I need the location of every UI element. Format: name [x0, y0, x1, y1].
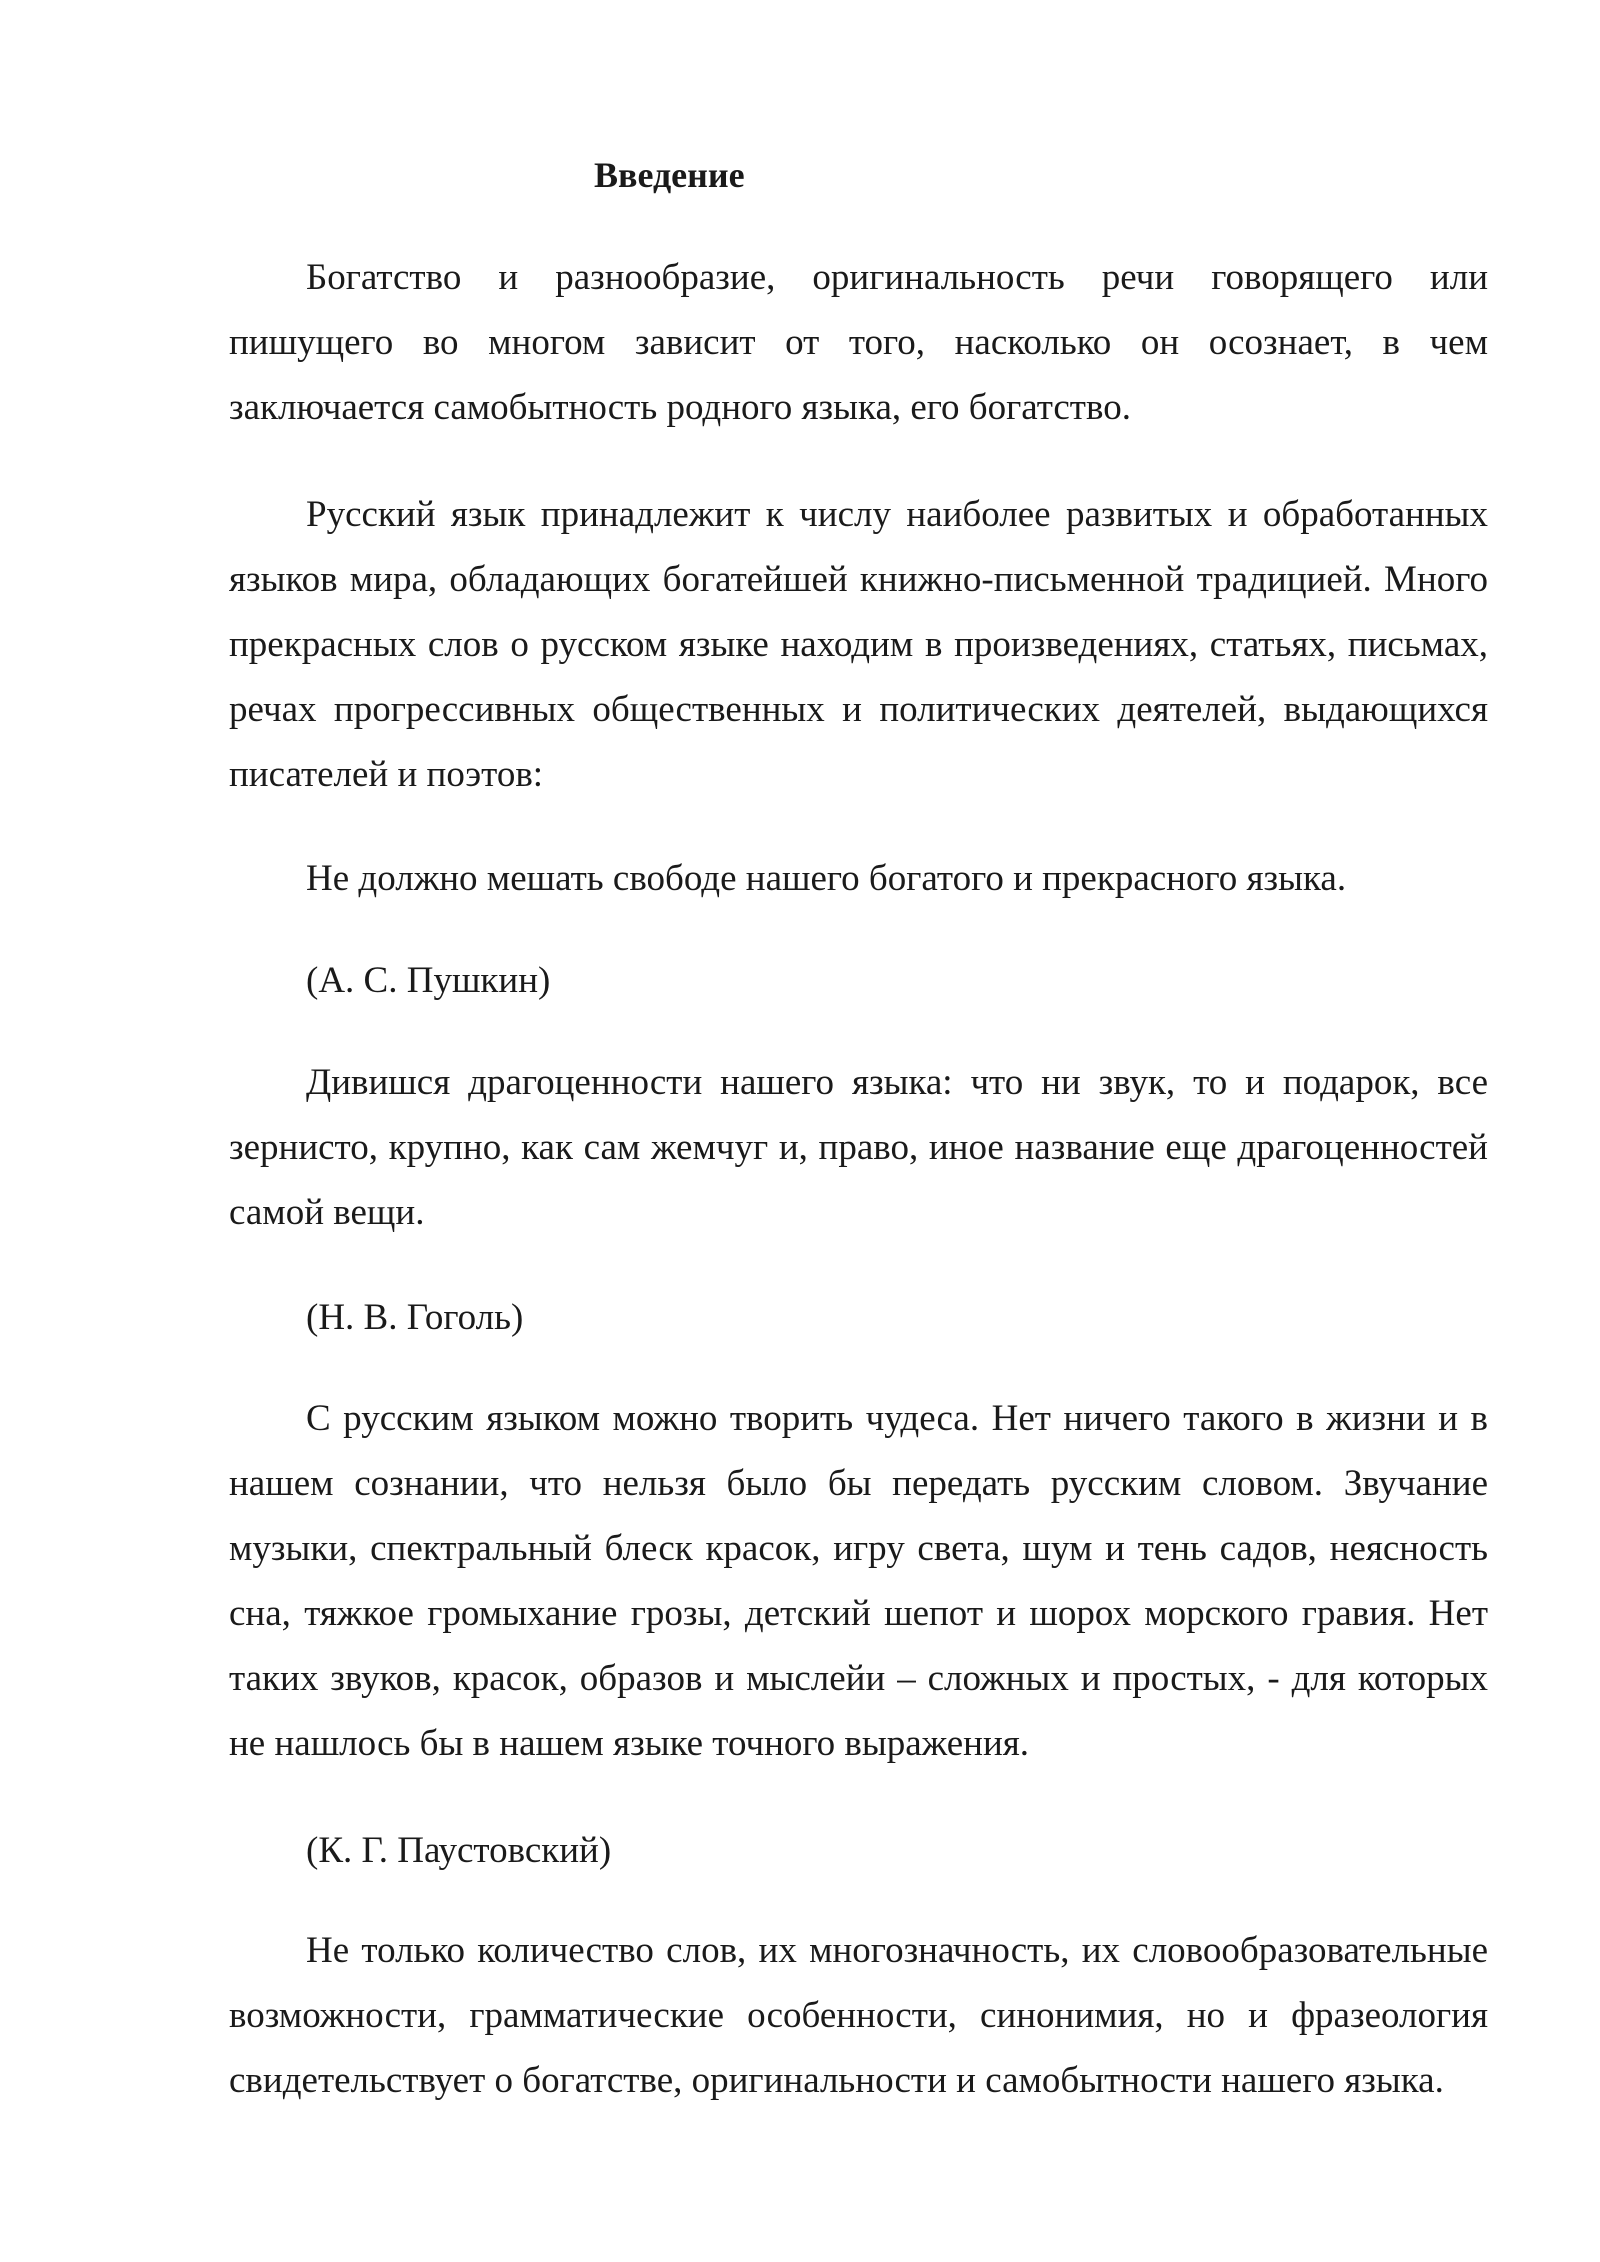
attribution-gogol: (Н. В. Гоголь)	[306, 1297, 524, 1338]
quote-gogol: Дивишся драгоценности нашего языка: что ни звук, то и подарок, все зернисто, крупно, как сам жемчуг и, право, иное название еще драгоценностей самой вещи.	[229, 1062, 1488, 1233]
document-title: Введение	[594, 155, 745, 195]
paragraph-intro: Богатство и разнообразие, оригинальность речи говорящего или пишущего во многом зависит от того, насколько он осознает, в чем заключается самобытность родного языка, его богатство.	[229, 257, 1488, 428]
quote-paustovsky: С русским языком можно творить чудеса. Нет ничего такого в жизни и в нашем сознании, что нельзя было бы передать русским словом. Звучание музыки, спектральный блеск красок, игру света, шум и тень садов, неясность сна, тяжкое громыхание грозы, детский шепот и шорох морского гравия. Нет таких звуков, красок, образов и мыслейи – сложных и простых, - для которых не нашлось бы в нашем языке точного выражения.	[229, 1398, 1488, 1764]
attribution-pushkin: (А. С. Пушкин)	[306, 960, 551, 1001]
attribution-paustovsky: (К. Г. Паустовский)	[306, 1830, 612, 1871]
paragraph-conclusion: Не только количество слов, их многозначность, их словообразовательные возможности, грамматические особенности, синонимия, но и фразеология свидетельствует о богатстве, оригинальности и самобытности нашего языка.	[229, 1930, 1488, 2101]
quote-pushkin: Не должно мешать свободе нашего богатого и прекрасного языка.	[306, 858, 1347, 899]
paragraph-russian-language: Русский язык принадлежит к числу наиболее развитых и обработанных языков мира, обладающих богатейшей книжно-письменной традицией. Много прекрасных слов о русском языке находим в произведениях, статьях, письмах, речах прогрессивных общественных и политических деятелей, выдающихся писателей и поэтов:	[229, 494, 1488, 795]
